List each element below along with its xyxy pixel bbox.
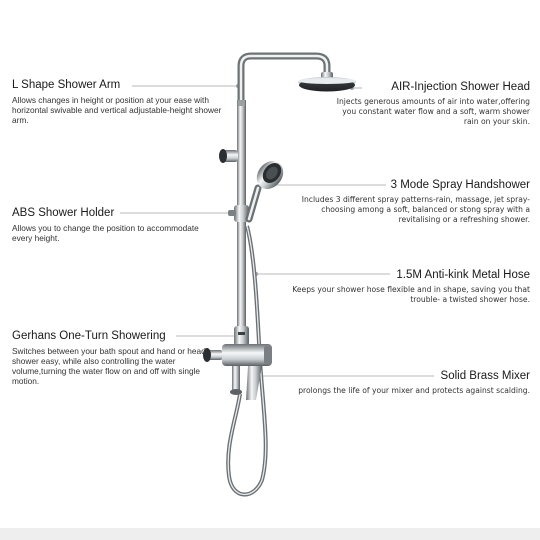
feature-title: ABS Shower Holder: [12, 207, 115, 219]
feature-3-mode-handshower: [290, 179, 530, 225]
floor-strip: [0, 528, 540, 540]
feature-description: prolongs the life of your mixer and protects against scalding.: [298, 386, 530, 395]
feature-brass-mixer: [290, 370, 530, 396]
feature-title: AIR-Injection Shower Head: [391, 81, 530, 93]
three-mode-handshower: [249, 156, 289, 219]
feature-air-injection-head: [330, 81, 530, 127]
feature-title: L Shape Shower Arm: [12, 79, 121, 91]
feature-title: Solid Brass Mixer: [440, 370, 530, 382]
feature-title: 3 Mode Spray Handshower: [390, 179, 530, 191]
riser-pipe: [237, 100, 246, 358]
feature-description: Injects generous amounts of air into water,offering you constant water flow and a soft, warm shower rain on your skin.: [336, 97, 530, 126]
feature-description: Includes 3 different spray patterns-rain, massage, jet spray-choosing among a soft, balanced or stong spray with a revitalising or a refreshing shower.: [301, 195, 530, 224]
feature-title: 1.5M Anti-kink Metal Hose: [396, 269, 530, 281]
feature-metal-hose: [290, 269, 530, 305]
wall-bracket-icon: [219, 149, 238, 163]
feature-one-turn-showering: [12, 330, 208, 386]
feature-description: Keeps your shower hose flexible and in shape, saving you that trouble- a twisted shower hose.: [292, 285, 530, 304]
feature-abs-holder: [12, 207, 212, 243]
feature-description: Switches between your bath spout and hand or head shower easy, while also controlling the water volume,turning the water flow on and off with single motion.: [12, 346, 206, 386]
one-turn-diverter: [234, 326, 249, 346]
feature-title: Gerhans One-Turn Showering: [12, 330, 166, 342]
feature-description: Allows you to change the position to accommodate every height.: [12, 223, 199, 243]
feature-l-shape-arm: [12, 79, 224, 125]
feature-description: Allows changes in height or position at your ease with horizontal swivable and vertical adjustable-height shower arm.: [12, 95, 222, 125]
